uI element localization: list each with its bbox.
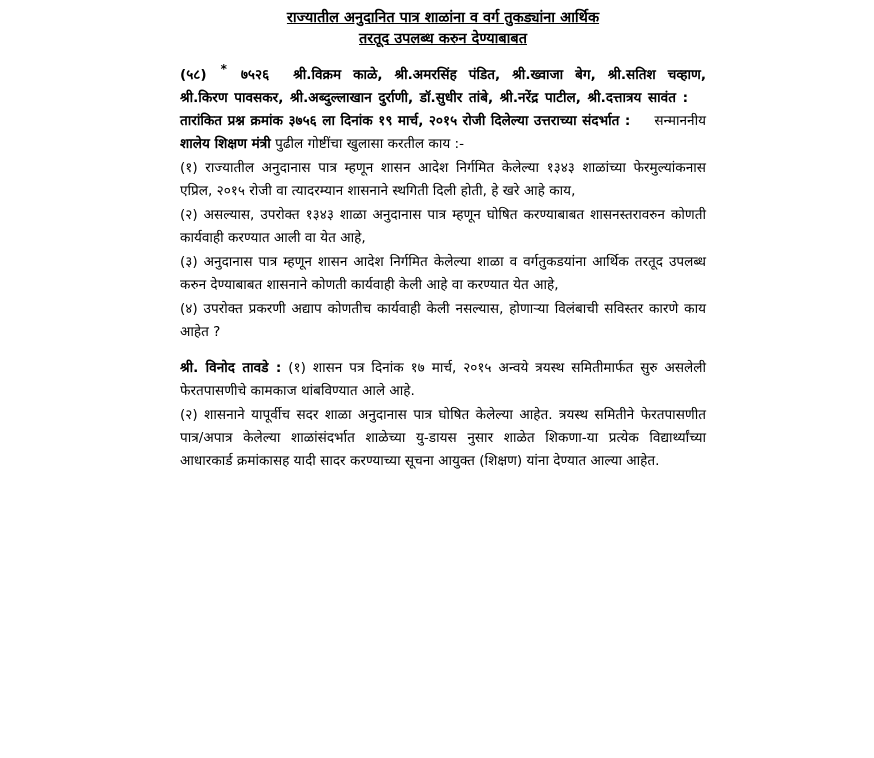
title-line-1: राज्यातील अनुदानित पात्र शाळांना व वर्ग तुकड्यांना आर्थिक (286, 10, 600, 26)
question-members: श्री.विक्रम काळे, श्री.अमरसिंह पंडित, श्री.ख्वाजा बेग, श्री.सतिश चव्हाण, श्री.किरण पावसकर, श्री.अब्दुल्लाखान दुर्राणी, डॉ.सुधीर तांबे, श्री.नरेंद्र पाटील, श्री.दत्तात्रय सावंत : (180, 67, 706, 106)
question-part-4: (४) उपरोक्त प्रकरणी अद्याप कोणतीच कार्यवाही केली नसल्यास, होणाऱ्या विलंबाची सविस्तर कारणे काय आहेत ? (180, 301, 706, 340)
answer-part-1-paragraph (180, 357, 706, 403)
minister-name: शालेय शिक्षण मंत्री (180, 136, 271, 152)
starred-marker: * (220, 62, 227, 76)
title-line-2: तरतूद उपलब्ध करुन देण्याबाबत (359, 31, 527, 47)
question-part-2: (२) असल्यास, उपरोक्त १३४३ शाळा अनुदानास पात्र म्हणून घोषित करण्याबाबत शासनस्तरावरुन कोणती कार्यवाही करण्यात आली वा येत आहे, (180, 207, 706, 246)
question-heading (180, 64, 706, 156)
question-reference: तारांकित प्रश्न क्रमांक ३७५६ ला दिनांक १९ मार्च, २०१५ रोजी दिलेल्या उत्तराच्या संदर्भात : (180, 113, 631, 129)
answer-part-1: (१) शासन पत्र दिनांक १७ मार्च, २०१५ अन्वये त्रयस्थ समितीमार्फत सुरु असलेली फेरतपासणीचे कामकाज थांबविण्यात आले आहे. (180, 360, 707, 399)
answer-block (180, 357, 706, 473)
question-intro-suffix: पुढील गोष्टींचा खुलासा करतील काय :- (275, 136, 465, 152)
document-title (180, 8, 706, 50)
question-part-1: (१) राज्यातील अनुदानास पात्र म्हणून शासन आदेश निर्गमित केलेल्या १३४३ शाळांच्या फेरमुल्यांकनास एप्रिल, २०१५ रोजी वा त्यादरम्यान शासनाने स्थगिती दिली होती, हे खरे आहे काय, (180, 160, 706, 199)
minister-prefix: सन्माननीय (654, 113, 706, 129)
question-serial: (५८) (180, 67, 207, 83)
question-block (180, 64, 706, 344)
question-part-3: (३) अनुदानास पात्र म्हणून शासन आदेश निर्गमित केलेल्या शाळा व वर्गतुकडयांना आर्थिक तरतूद उपलब्ध करुन देण्याबाबत शासनाने कोणती कार्यवाही केली आहे वा करण्यात येत आहे, (180, 254, 706, 293)
question-number: ७५२६ (240, 67, 270, 83)
document-page (180, 8, 706, 473)
answer-speaker: श्री. विनोद तावडे : (180, 360, 282, 376)
answer-part-2: (२) शासनाने यापूर्वीच सदर शाळा अनुदानास पात्र घोषित केलेल्या आहेत. त्रयस्थ समितीने फेरतपासणीत पात्र/अपात्र केलेल्या शाळांसंदर्भात शाळेच्या यु-डायस नुसार शाळेत शिकणा-या प्रत्येक विद्यार्थ्यांच्या आधारकार्ड क्रमांकासह यादी सादर करण्याच्या सूचना आयुक्त (शिक्षण) यांना देण्यात आल्या आहेत. (180, 407, 706, 469)
